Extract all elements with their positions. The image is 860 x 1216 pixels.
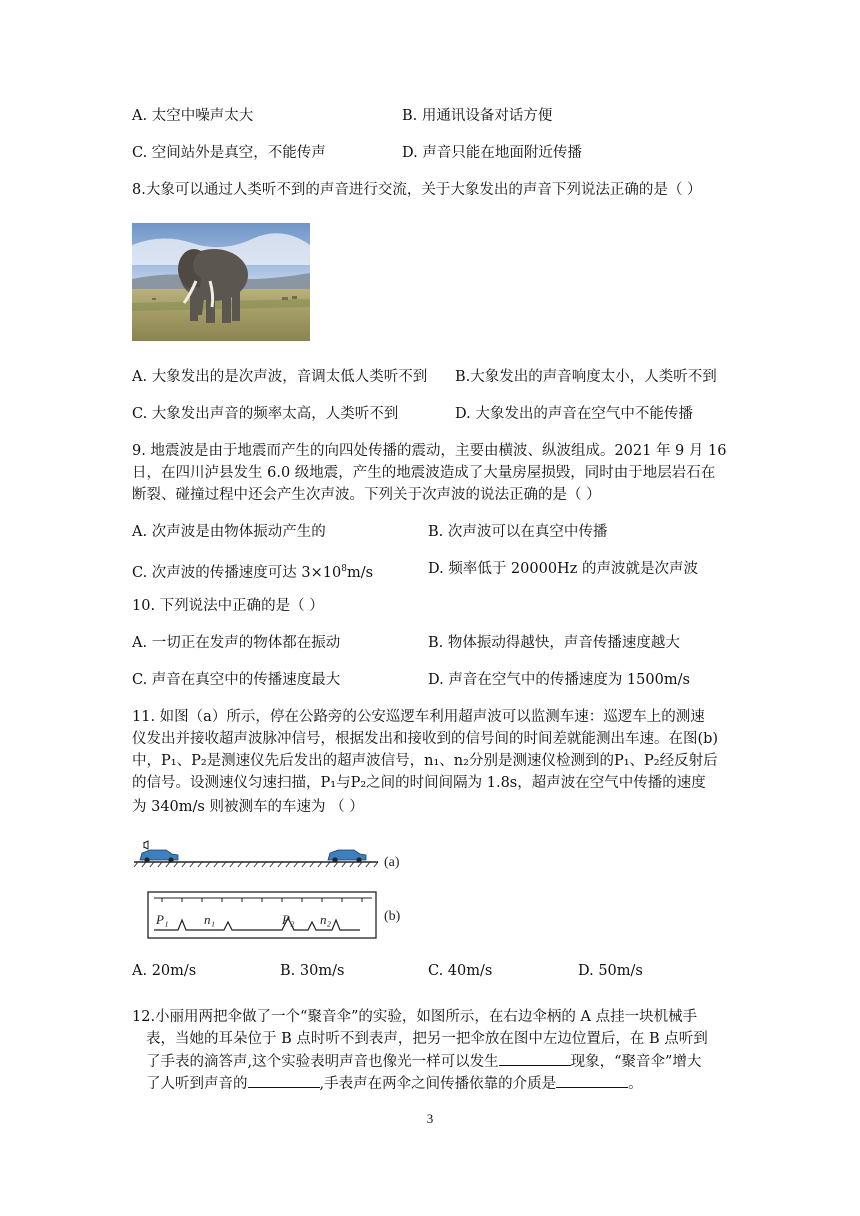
q7-option-d: D. 声音只能在地面附近传播: [402, 145, 582, 161]
q8-option-c: C. 大象发出声音的频率太高，人类听不到: [132, 406, 399, 422]
fill-blank-2[interactable]: [248, 1073, 320, 1088]
q11-option-a: A. 20m/s: [132, 963, 197, 979]
q9-stem-line2: 日，在四川泸县发生 6.0 级地震，产生的地震波造成了大量房屋损毁，同时由于地层岩石在: [132, 465, 716, 481]
q11-stem-line3: 中，P₁、P₂是测速仪先后发出的超声波信号，n₁、n₂分别是测速仪检测到的P₁、P₂经反射后: [132, 753, 718, 769]
q9-option-a: A. 次声波是由物体振动产生的: [132, 524, 326, 540]
svg-text:n₁: n₁: [204, 912, 216, 927]
q11-stem-line4: 的信号。设测速仪匀速扫描，P₁与P₂之间的时间间隔为 1.8s，超声波在空气中传播的速度: [132, 775, 706, 791]
svg-text:P₂: P₂: [282, 912, 295, 927]
q8-option-b: B.大象发出的声音响度太小，人类听不到: [455, 369, 717, 385]
page-number: 3: [426, 1111, 434, 1126]
q11-stem-line1: 11. 如图（a）所示，停在公路旁的公安巡逻车利用超声波可以监测车速：巡逻车上的测速: [132, 709, 705, 725]
q8-option-d: D. 大象发出的声音在空气中不能传播: [455, 406, 693, 422]
svg-text:(b): (b): [384, 909, 401, 924]
q9-option-b: B. 次声波可以在真空中传播: [428, 524, 608, 540]
q11-option-c: C. 40m/s: [428, 963, 493, 979]
q9-stem-line3: 断裂、碰撞过程中还会产生次声波。下列关于次声波的说法正确的是（ ）: [132, 487, 601, 503]
q7-option-a: A. 太空中噪声太大: [132, 108, 254, 124]
svg-text:P₁: P₁: [156, 912, 169, 927]
q11-stem-line5: 为 340m/s 则被测车的车速为 （ ）: [132, 799, 364, 815]
q8-stem: 8.大象可以通过人类听不到的声音进行交流，关于大象发出的声音下列说法正确的是（ ）: [132, 182, 702, 198]
elephant-photo: [132, 223, 310, 341]
q12-stem-line4: 了人听到声音的 ,手表声在两伞之间传播依靠的介质是 。: [146, 1073, 643, 1094]
q8-option-a: A. 大象发出的是次声波，音调太低人类听不到: [132, 369, 428, 385]
q9-option-c: C. 次声波的传播速度可达 $3\times 10^8m/s$: [132, 564, 374, 581]
q10-option-b: B. 物体振动得越快，声音传播速度越大: [428, 635, 680, 651]
q10-stem: 10. 下列说法中正确的是（ ）: [132, 598, 324, 614]
q11-stem-line2: 仪发出并接收超声波脉冲信号，根据发出和接收到的信号间的时间差就能测出车速。在图(b): [132, 731, 719, 747]
q10-option-d: D. 声音在空气中的传播速度为 1500m/s: [428, 672, 690, 688]
q12-stem-line1: 12.小丽用两把伞做了一个“聚音伞”的实验，如图所示，在右边伞柄的 A 点挂一块机械手: [132, 1009, 698, 1025]
svg-text:n₂: n₂: [320, 912, 332, 927]
fill-blank-1[interactable]: [499, 1051, 571, 1066]
target-car-icon: [328, 850, 366, 863]
q11-option-d: D. 50m/s: [578, 963, 643, 979]
q7-option-b: B. 用通讯设备对话方便: [402, 108, 553, 124]
q11-figure: [132, 838, 412, 944]
svg-text:(a): (a): [384, 855, 400, 870]
q7-option-c: C. 空间站外是真空，不能传声: [132, 145, 326, 161]
q11-option-b: B. 30m/s: [280, 963, 345, 979]
q9-stem-line1: 9. 地震波是由于地震而产生的向四处传播的震动，主要由横波、纵波组成。2021 年 9 月 16: [132, 443, 727, 459]
q10-option-c: C. 声音在真空中的传播速度最大: [132, 672, 341, 688]
patrol-car-icon: [140, 841, 178, 863]
fill-blank-3[interactable]: [556, 1073, 628, 1088]
q12-stem-line3: 了手表的滴答声,这个实验表明声音也像光一样可以发生 现象，“聚音伞”增大: [146, 1051, 701, 1072]
q9-option-d: D. 频率低于 20000Hz 的声波就是次声波: [428, 561, 698, 577]
q12-stem-line2: 表，当她的耳朵位于 B 点时听不到表声，把另一把伞放在图中左边位置后，在 B 点听到: [146, 1031, 708, 1047]
q10-option-a: A. 一切正在发声的物体都在振动: [132, 635, 341, 651]
